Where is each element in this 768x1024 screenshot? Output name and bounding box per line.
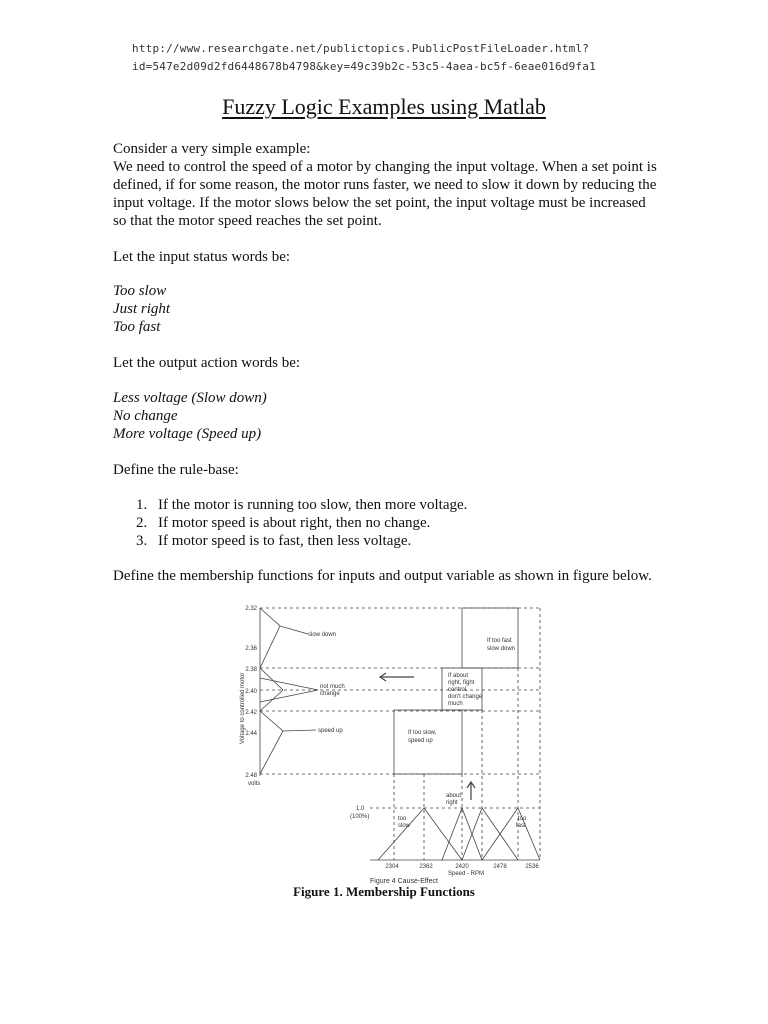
label-about-a: If about xyxy=(448,673,469,679)
rule-item xyxy=(136,496,656,514)
source-url-line-2: id=547e2d09d2fd6448678b4798&key=49c39b2c-53c5-4aea-bc5f-6eae016d9fa1 xyxy=(132,60,596,73)
source-url-line-1: http://www.researchgate.net/publictopics.PublicPostFileLoader.html? xyxy=(132,42,590,55)
label-change: change xyxy=(320,691,340,697)
source-url xyxy=(132,40,596,76)
rule-number: 1. xyxy=(136,497,148,513)
output-mf-no-change xyxy=(260,668,283,711)
label-not-much: not much xyxy=(320,684,345,690)
x-tick-label: 2420 xyxy=(455,864,469,870)
y-tick-label: 2.42 xyxy=(245,710,257,716)
label-too-slow-a: If too slow, xyxy=(408,730,437,736)
intro-paragraph: We need to control the speed of a motor by changing the input voltage. When a set point is defined, if for some reason, the motor runs faster, we need to slow it down by reducing the input voltage. If the motor slows below the set point, the input voltage must be increased so that the motor speed reaches the set point. xyxy=(113,159,657,229)
leader-line xyxy=(260,690,318,702)
label-too-fast-mf-a: too xyxy=(518,816,527,822)
x-tick-label: 2362 xyxy=(419,864,433,870)
y-tick-label: 2.32 xyxy=(245,606,257,612)
input-word-3: Too fast xyxy=(113,319,161,335)
leader-line xyxy=(280,626,308,634)
label-too-slow-mf-a: too xyxy=(398,816,407,822)
label-one: 1.0 xyxy=(356,806,365,812)
inputs-heading: Let the input status words be: xyxy=(113,249,291,265)
input-mf-mid xyxy=(462,808,518,860)
y-tick-label: 2.36 xyxy=(245,646,257,652)
leader-line xyxy=(283,730,316,731)
label-about-right-b: right xyxy=(446,800,458,806)
rule-text: If the motor is running too slow, then more voltage. xyxy=(158,497,468,513)
membership-intro: Define the membership functions for inputs and output variable as shown in figure below. xyxy=(113,568,652,584)
label-about-e: much xyxy=(448,701,463,707)
outputs-heading: Let the output action words be: xyxy=(113,355,301,371)
rule-number: 2. xyxy=(136,515,148,531)
label-too-slow-mf-b: slow xyxy=(398,823,411,829)
label-too-fast-mf-b: fast xyxy=(516,823,526,829)
x-axis-label: Speed - RPM xyxy=(447,871,485,877)
page-title: Fuzzy Logic Examples using Matlab xyxy=(222,94,546,119)
rules-list xyxy=(136,496,656,550)
label-pct: (100%) xyxy=(350,814,370,820)
output-word-1: Less voltage (Slow down) xyxy=(113,390,267,406)
label-too-fast-a: If too fast xyxy=(487,638,512,644)
y-tick-label: 2.38 xyxy=(245,667,257,673)
x-tick-label: 2536 xyxy=(525,864,539,870)
label-about-d: don't change xyxy=(448,694,483,700)
y-unit-label: volts xyxy=(248,781,261,787)
output-mf-slow-down xyxy=(260,608,280,668)
rules-heading: Define the rule-base: xyxy=(113,462,239,478)
rule-text: If motor speed is about right, then no change. xyxy=(158,515,431,531)
output-word-2: No change xyxy=(113,408,178,424)
label-too-fast-b: slow down xyxy=(487,646,516,652)
output-word-3: More voltage (Speed up) xyxy=(113,426,262,442)
rule-number: 3. xyxy=(136,533,148,549)
label-about-c: control, xyxy=(448,687,468,693)
y-tick-label: 2.48 xyxy=(245,773,257,779)
rule-item xyxy=(136,514,656,532)
rule-text: If motor speed is to fast, then less voltage. xyxy=(158,533,412,549)
label-speed-up: speed up xyxy=(318,728,343,734)
input-word-1: Too slow xyxy=(113,283,167,299)
input-mf-too-slow xyxy=(378,808,462,860)
output-mf-speed-up xyxy=(260,711,283,774)
x-tick-label: 2478 xyxy=(493,864,507,870)
inner-figure-caption: Figure 4 Cause-Effect xyxy=(370,878,438,885)
y-tick-label: 2.40 xyxy=(245,689,257,695)
label-too-slow-b: speed up xyxy=(408,738,433,744)
leader-line xyxy=(260,678,318,690)
input-word-2: Just right xyxy=(113,301,171,317)
label-about-b: right, fight xyxy=(448,680,475,686)
input-mf-too-fast xyxy=(482,808,540,860)
membership-figure-svg xyxy=(228,598,548,888)
figure-caption: Figure 1. Membership Functions xyxy=(293,884,475,899)
intro-line: Consider a very simple example: xyxy=(113,141,311,157)
x-tick-label: 2304 xyxy=(385,864,399,870)
membership-figure xyxy=(228,598,548,888)
label-slow-down: slow down xyxy=(308,632,337,638)
y-axis-label: Voltage to controlled motor xyxy=(240,672,246,744)
y-tick-label: 2.44 xyxy=(245,731,257,737)
rule-item xyxy=(136,532,656,550)
label-about-right-a: about xyxy=(446,793,462,799)
